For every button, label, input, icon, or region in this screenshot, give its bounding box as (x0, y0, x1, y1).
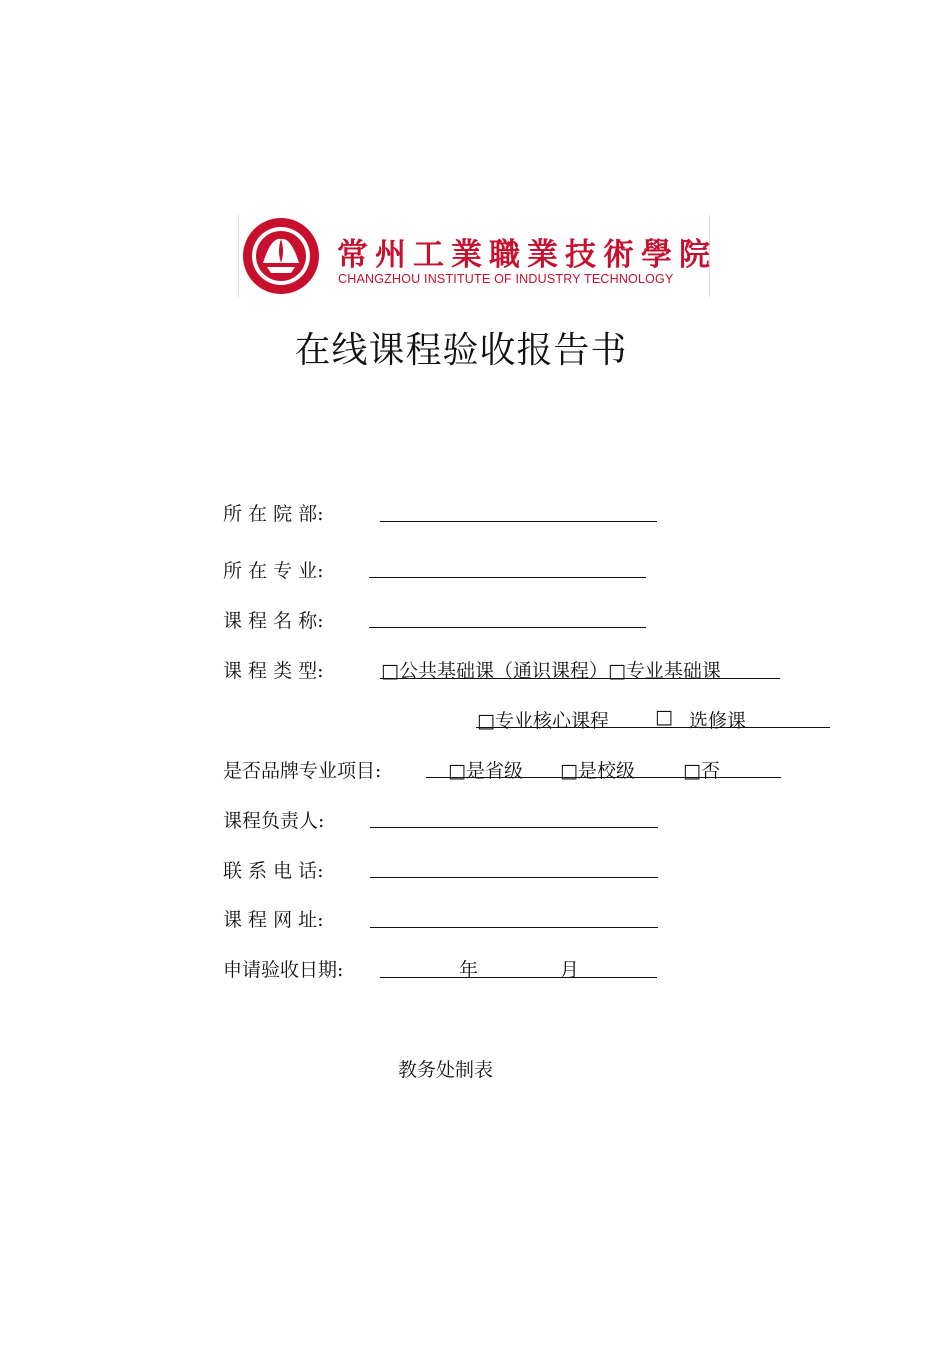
owner-label: 课程负责人: (223, 810, 325, 832)
phone-field[interactable] (370, 877, 658, 878)
brand-school-option[interactable]: □是校级 (560, 760, 635, 782)
apply-date-label: 申请验收日期: (223, 959, 344, 981)
college-logo (238, 215, 717, 297)
issuer-footer: 教务处制表 (398, 1059, 494, 1081)
brand-provincial-option[interactable]: □是省级 (448, 760, 523, 782)
date-month-label: 月 (560, 959, 580, 981)
phone-label: 联 系 电 话: (223, 860, 324, 882)
course-name-label: 课 程 名 称: (223, 610, 324, 632)
college-label: 所 在 院 部: (223, 503, 324, 525)
course-type-option-row1[interactable]: □公共基础课（通识课程）□专业基础课 (381, 660, 721, 682)
major-field[interactable] (369, 577, 646, 578)
course-type-underline-row2 (476, 727, 830, 728)
brand-underline (426, 777, 781, 778)
url-label: 课 程 网 址: (223, 909, 324, 931)
course-type-underline-row1 (380, 678, 780, 679)
apply-date-field[interactable] (380, 977, 657, 978)
major-label: 所 在 专 业: (223, 560, 324, 582)
logo-chinese-name: 常州工業職業技術學院 (337, 237, 717, 273)
brand-no-option[interactable]: □否 (683, 760, 720, 782)
course-type-elective-label: 选修课 (689, 710, 747, 732)
course-name-field[interactable] (369, 627, 646, 628)
course-type-elective-checkbox[interactable]: □ (655, 706, 673, 728)
course-type-label: 课 程 类 型: (223, 660, 324, 682)
url-field[interactable] (370, 927, 658, 928)
college-emblem-icon (241, 215, 323, 297)
course-type-option-core[interactable]: □专业核心课程 (477, 710, 609, 732)
logo-english-name: CHANGZHOU INSTITUTE OF INDUSTRY TECHNOLOGY (338, 272, 674, 286)
page-title: 在线课程验收报告书 (294, 330, 628, 371)
brand-project-label: 是否品牌专业项目: (223, 760, 382, 782)
college-field[interactable] (380, 521, 657, 522)
owner-field[interactable] (370, 827, 658, 828)
date-year-label: 年 (459, 959, 479, 981)
